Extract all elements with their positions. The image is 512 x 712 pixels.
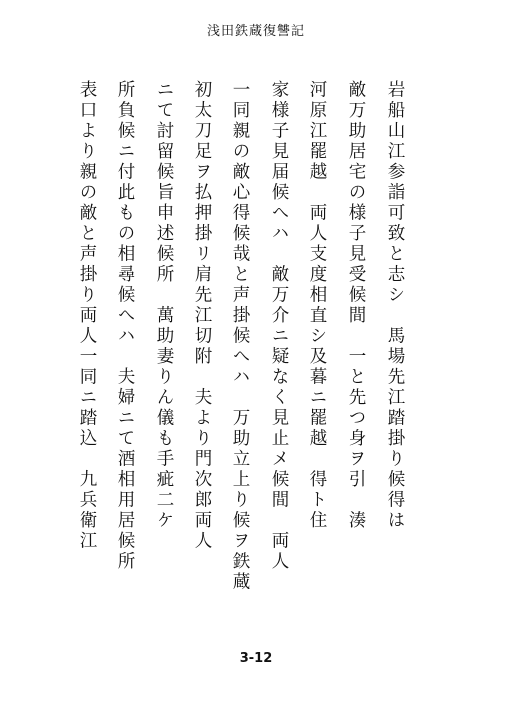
- page-title: 浅田鉄蔵復讐記: [206, 24, 305, 39]
- text-column-4: 家様子見届候へハ 敵万介ニ疑なく見止メ候間 両人: [269, 80, 289, 572]
- vertical-text-body: [76, 80, 406, 640]
- text-column-6: 初太刀足ヲ払押掛リ肩先江切附 夫より門次郎両人: [192, 80, 212, 552]
- text-column-7: ニて討留候旨申述候所 萬助妻りん儀も手疵二ケ: [154, 80, 174, 531]
- text-column-8: 所負候ニ付此もの相尋候へハ 夫婦ニて酒相用居候所: [115, 80, 135, 572]
- text-column-2: 敵万助居宅の様子見受候間 一と先つ身ヲ引 湊: [346, 80, 366, 531]
- text-column-1: 岩船山江参詣可致と志シ 馬場先江踏掛り候得は: [385, 80, 405, 531]
- text-column-3: 河原江罷越 両人支度相直シ及暮ニ罷越 得ト住: [307, 80, 327, 531]
- page-number: 3-12: [239, 651, 273, 666]
- text-column-9: 表口より親の敵と声掛り両人一同ニ踏込 九兵衛江: [77, 80, 97, 552]
- text-column-5: 一同親の敵心得候哉と声掛候へハ 万助立上り候ヲ鉄蔵: [230, 80, 250, 593]
